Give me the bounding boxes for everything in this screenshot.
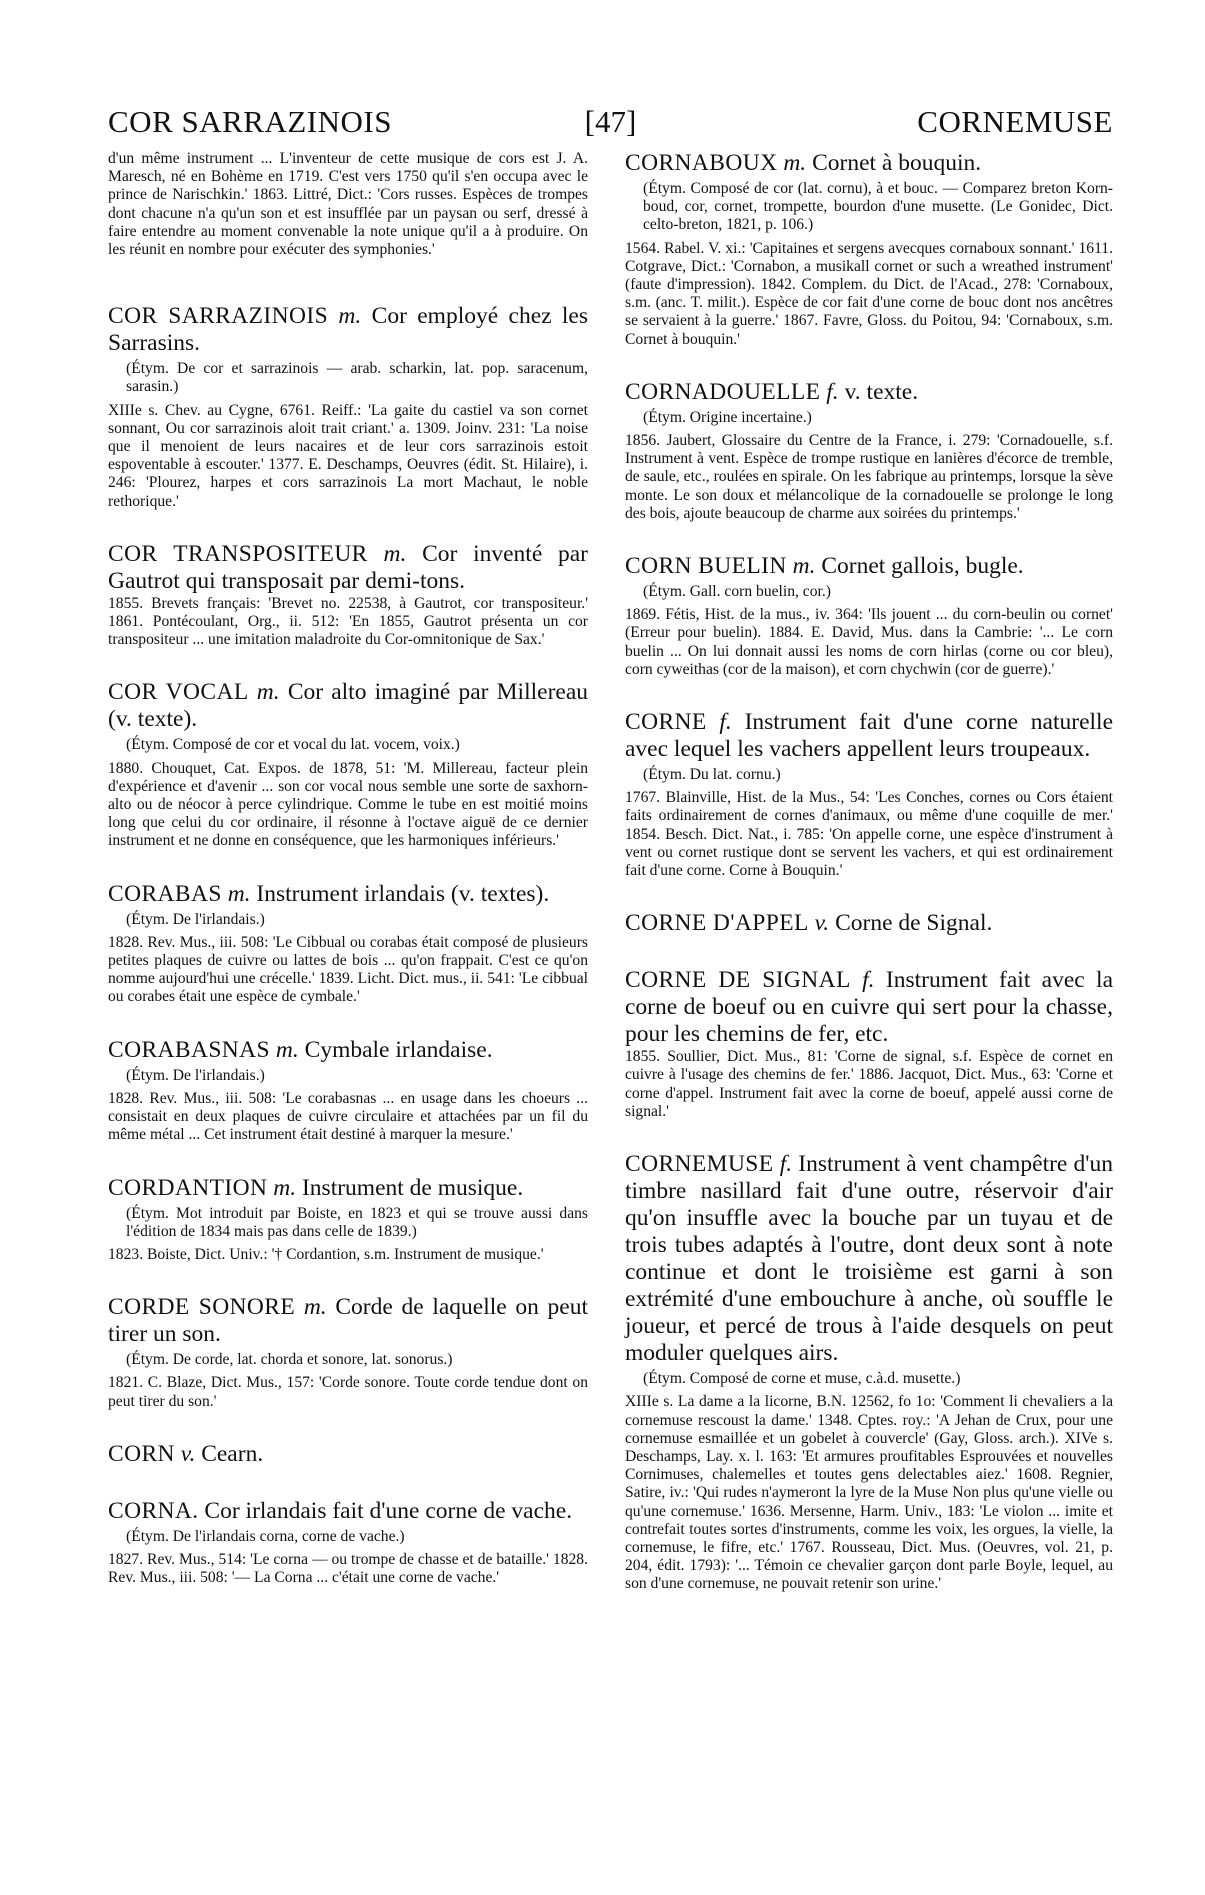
dictionary-entry bbox=[625, 967, 1113, 1121]
citations: 1823. Boiste, Dict. Univ.: '† Cordantion, s.m. Instrument de musique.' bbox=[108, 1245, 544, 1263]
entry-heading bbox=[108, 541, 588, 595]
grammatical-label: f. bbox=[719, 709, 732, 736]
right-entries bbox=[625, 150, 1113, 1594]
dictionary-entry bbox=[625, 1151, 1113, 1593]
left-entries bbox=[108, 303, 588, 1587]
definition: Instrument fait d'une corne naturelle avec lequel les vachers appellent leurs troupeaux. bbox=[625, 709, 1113, 763]
headword: CORNE bbox=[625, 709, 707, 736]
grammatical-label: v. bbox=[180, 1440, 196, 1467]
headword: COR TRANSPOSITEUR bbox=[108, 540, 368, 567]
headword: COR VOCAL bbox=[108, 679, 249, 706]
citations: XIIIe s. La dame a la licorne, B.N. 12562, fo 1o: 'Comment li chevaliers a la cornemuse rescoust la dame.' 1348. Cptes. roy.: 'A Jehan de Crux, pour une cornemuse esmaillée et un gobelet à couvercle' (Gay, Gloss. arch.). XIVe s. Deschamps, Lay. x. l. 163: 'Et armures proufitables Esprouvées et nouvelles Cornimuses, chalemelles et toutes gens delectables aiez.' 1608. Regnier, Satire, iv.: 'Qui rudes n'aymeront la lyre de la Muse Non plus qu'une vielle ou qu'une cornemuse.' 1636. Mersenne, Harm. Univ., 183: 'Le violon ... imite et contrefait toutes sortes d'instruments, comme les voix, les orgues, la vielle, la cornemuse, le fifre, etc.' 1767. Rousseau, Dict. Mus. (Oeuvres, vol. 21, p. 204, édit. 1793): '... Témoin ce chevalier garçon dont parle Boyle, lequel, au son d'une cornemuse, ne pouvait retenir son urine.' bbox=[625, 1393, 1113, 1593]
grammatical-label: m. bbox=[275, 1036, 299, 1063]
citations: 1855. Brevets français: 'Brevet no. 22538, à Gautrot, cor transpositeur.' 1861. Pontécoulant, Org., ii. 512: 'En 1855, Gautrot présenta un cor transpositeur ... une imitation maladroite du Cor-omnitonique de Sax.' bbox=[108, 594, 588, 649]
headword: CORNADOUELLE bbox=[625, 378, 821, 405]
entry-heading bbox=[108, 1037, 588, 1064]
entry-heading bbox=[625, 1151, 1113, 1367]
entry-heading bbox=[108, 303, 588, 357]
header-right-guideword: CORNEMUSE bbox=[917, 104, 1113, 139]
headword: CORDE SONORE bbox=[108, 1294, 296, 1321]
dictionary-entry bbox=[625, 709, 1113, 880]
definition: Instrument fait avec la corne de boeuf ou en cuivre qui sert pour la chasse, pour les chemins de fer, etc. bbox=[625, 967, 1114, 1048]
dictionary-entry bbox=[108, 1498, 588, 1588]
entry-heading bbox=[625, 709, 1113, 763]
definition: Instrument irlandais (v. textes). bbox=[256, 880, 550, 907]
grammatical-label: f. bbox=[862, 967, 875, 994]
definition: Cornet à bouquin. bbox=[812, 150, 982, 176]
grammatical-label: f. bbox=[826, 378, 839, 405]
running-header bbox=[108, 104, 1113, 144]
citations: 1564. Rabel. V. xi.: 'Capitaines et sergens avecques cornaboux sonnant.' 1611. Cotgrave, Dict.: 'Cornabon, a musikall cornet or such a wreathed instrument' (faute d'impression). 1842. Complem. du Dict. de l'Acad., 278: 'Cornaboux, s.m. (anc. T. milit.). Espèce de cor fait d'une corne de bouc dont nos ancêtres se servaient à la guerre.' 1867. Favre, Gloss. du Poitou, 94: 'Cornaboux, s.m. Cornet à bouquin.' bbox=[625, 239, 1113, 348]
grammatical-label: m. bbox=[256, 679, 280, 706]
etymology: (Étym. Gall. corn buelin, cor.) bbox=[643, 583, 831, 601]
etymology: (Étym. De l'irlandais.) bbox=[126, 1066, 265, 1084]
entry-heading bbox=[625, 967, 1113, 1048]
grammatical-label: m. bbox=[273, 1174, 297, 1201]
citations: 1856. Jaubert, Glossaire du Centre de la France, i. 279: 'Cornadouelle, s.f. Instrument à vent. Espèce de trompe rustique en lanières d'écorce de tremble, de saule, etc., roulées en spirale. On les fabrique au printemps, lorsque la sève monte. Le son doux et mélancolique de la cornadouelle se prolonge le long des bois, ajoute beaucoup de charme aux soirées du printemps.' bbox=[625, 432, 1113, 522]
continued-text: d'un même instrument ... L'inventeur de cette musique de cors est J. A. Maresch, né en Bohème en 1719. C'est vers 1750 qu'il s'en occupa avec le prince de Narischkin.' 1863. Littré, Dict.: 'Cors russes. Espèces de trompes dont chacune n'a qu'un son et est insufflée par un paysan ou serf, dressé à faire entendre au moment convenable la note unique qu'il a à produire. On les réunit en nombre pour exécuter des symphonies.' bbox=[108, 150, 588, 259]
dictionary-entry bbox=[108, 679, 588, 850]
dictionary-entry bbox=[108, 1037, 588, 1145]
definition: Cymbale irlandaise. bbox=[304, 1036, 493, 1063]
entry-heading bbox=[625, 910, 1113, 937]
headword: CORNEMUSE bbox=[625, 1151, 774, 1178]
grammatical-label: f. bbox=[779, 1151, 793, 1178]
dictionary-entry bbox=[108, 303, 588, 511]
etymology: (Étym. De l'irlandais corna, corne de vache.) bbox=[126, 1527, 405, 1545]
dictionary-entry bbox=[625, 910, 1113, 937]
grammatical-label: m. bbox=[338, 303, 362, 330]
dictionary-entry bbox=[625, 553, 1113, 679]
definition: Cor inventé par Gautrot qui transposait par demi-tons. bbox=[108, 540, 588, 594]
citations: XIIIe s. Chev. au Cygne, 6761. Reiff.: 'La gaite du castiel va son cornet sonnant, Ou cor sarrazinois aloit trait criant.' a. 1309. Joinv. 231: 'La noise que il menoient de leurs nacaires et de leur cors sarrazinois estoit espoventable à escouter.' 1377. E. Deschamps, Oeuvres (édit. St. Hilaire), i. 246: 'Plourez, harpes et cors sarrazinois La mort Machaut, le noble rethorique.' bbox=[108, 401, 588, 510]
headword: CORNE DE SIGNAL bbox=[625, 967, 851, 994]
citations: 1767. Blainville, Hist. de la Mus., 54: 'Les Conches, cornes ou Cors étaient faits ordinairement de cornes d'animaux, ou même d'une coquille de mer.' 1854. Besch. Dict. Nat., i. 785: 'On appelle corne, une espèce d'instrument à vent ou cornet rustique dont se servent les vachers, et qui est ordinairement fait d'une corne. Corne à Bouquin.' bbox=[625, 789, 1113, 880]
entry-heading bbox=[108, 881, 588, 908]
grammatical-label: m. bbox=[783, 150, 807, 176]
entry-heading bbox=[108, 1294, 588, 1348]
citations: 1855. Soullier, Dict. Mus., 81: 'Corne de signal, s.f. Espèce de cornet en cuivre à l'usage des chemins de fer.' 1886. Jacquot, Dict. Mus., 63: 'Corne et corne d'appel. Instrument fait avec la corne de boeuf, appelé aussi corne de signal.' bbox=[625, 1048, 1113, 1120]
headword: CORNABOUX bbox=[625, 150, 778, 176]
definition: Corde de laquelle on peut tirer un son. bbox=[108, 1294, 589, 1348]
etymology: (Étym. De corde, lat. chorda et sonore, lat. sonorus.) bbox=[126, 1351, 453, 1369]
definition: Cearn. bbox=[201, 1440, 264, 1467]
etymology: (Étym. Composé de corne et muse, c.à.d. musette.) bbox=[643, 1370, 961, 1388]
etymology: (Étym. Du lat. cornu.) bbox=[643, 766, 781, 784]
citations: 1821. C. Blaze, Dict. Mus., 157: 'Corde sonore. Toute corde tendue dont on peut tirer du son.' bbox=[108, 1374, 588, 1410]
headword: CORABASNAS bbox=[108, 1036, 271, 1063]
citations: 1869. Fétis, Hist. de la mus., iv. 364: 'Ils jouent ... du corn-beulin ou cornet' (Erreur pour buelin). 1884. E. David, Mus. dans la Cambrie: '... Le corn buelin ... On lui donnait aussi les noms de corn hirlas (corne ou cor bleu), corn cyweithas (cor de la maison), et corn chychwin (cor de guerre).' bbox=[625, 606, 1113, 678]
etymology: (Étym. Composé de cor (lat. cornu), à et bouc. — Comparez breton Korn-boud, cor, cornet, trompette, bourdon d'une musette. (Le Gonidec, Dict. celto-breton, 1821, p. 106.) bbox=[643, 180, 1113, 234]
entry-heading bbox=[108, 1441, 588, 1468]
citations: 1827. Rev. Mus., 514: 'Le corna — ou trompe de chasse et de bataille.' 1828. Rev. Mus., iii. 508: '— La Corna ... c'était une corne de vache.' bbox=[108, 1550, 588, 1587]
etymology: (Étym. De cor et sarrazinois — arab. scharkin, lat. pop. saracenum, sarasin.) bbox=[126, 360, 588, 396]
citations: 1828. Rev. Mus., iii. 508: 'Le Cibbual ou corabas était composé de plusieurs petites plaques de cuivre ou lattes de bois ... qu'on frappait. C'est ce qu'on nomme aujourd'hui une crécelle.' 1839. Licht. Dict. mus., ii. 541: 'Le cibbual ou corabes était une espèce de cymbale.' bbox=[108, 933, 588, 1006]
headword: CORDANTION bbox=[108, 1174, 268, 1201]
definition: Cor alto imaginé par Millereau (v. texte). bbox=[108, 679, 589, 733]
headword: CORN bbox=[108, 1440, 175, 1467]
right-column bbox=[625, 150, 1113, 1608]
dictionary-entry bbox=[108, 1441, 588, 1468]
headword: COR SARRAZINOIS bbox=[108, 303, 329, 330]
headword: CORABAS bbox=[108, 880, 222, 907]
headword: CORN BUELIN bbox=[625, 553, 787, 580]
dictionary-entry bbox=[108, 1294, 588, 1411]
citations: 1880. Chouquet, Cat. Expos. de 1878, 51: 'M. Millereau, facteur plein d'expérience et d'avenir ... son cor vocal nous semble une sorte de saxhorn-alto ou de néocor à perce cylindrique. Comme le tube en est moitié moins long que celui du cor ordinaire, il résonne à l'octave aiguë de ce dernier instrument et ne donne en conséquence, que les harmoniques inférieurs.' bbox=[108, 759, 588, 850]
dictionary-entry bbox=[108, 881, 588, 1007]
entry-heading bbox=[108, 1175, 588, 1202]
entry-heading bbox=[625, 379, 1113, 406]
grammatical-label: m. bbox=[383, 540, 407, 567]
grammatical-label: m. bbox=[303, 1294, 327, 1321]
entry-heading bbox=[108, 679, 588, 733]
entry-heading bbox=[625, 553, 1113, 580]
definition: Instrument de musique. bbox=[301, 1174, 524, 1201]
dictionary-entry bbox=[108, 541, 588, 650]
definition: Cornet gallois, bugle. bbox=[821, 553, 1024, 580]
headword: CORNE D'APPEL bbox=[625, 910, 809, 937]
definition: v. texte. bbox=[844, 378, 919, 405]
etymology: (Étym. Composé de cor et vocal du lat. vocem, voix.) bbox=[126, 736, 460, 754]
grammatical-label: m. bbox=[792, 553, 816, 580]
page-number: [47] bbox=[584, 104, 637, 139]
etymology: (Étym. Mot introduit par Boiste, en 1823 et qui se trouve aussi dans l'édition de 1834 mais pas dans celle de 1839.) bbox=[126, 1204, 588, 1240]
grammatical-label: v. bbox=[814, 910, 830, 937]
entry-heading bbox=[625, 150, 1113, 177]
citations: 1828. Rev. Mus., iii. 508: 'Le corabasnas ... en usage dans les choeurs ... consistait en deux plaques de cuivre circulaire et attachées par un fil du même métal ... Cet instrument était destiné à marquer la mesure.' bbox=[108, 1089, 588, 1144]
headword: CORNA. bbox=[108, 1497, 199, 1524]
definition: Corne de Signal. bbox=[835, 910, 993, 937]
entry-heading bbox=[108, 1498, 588, 1525]
etymology: (Étym. De l'irlandais.) bbox=[126, 910, 265, 928]
dictionary-entry bbox=[108, 1175, 588, 1265]
left-column bbox=[108, 150, 588, 1601]
grammatical-label: m. bbox=[227, 880, 251, 907]
definition: Instrument à vent champêtre d'un timbre nasillard fait d'une outre, réservoir d'air qu'on insuffle avec la bouche par un tuyau et de trois tubes adaptés à l'outre, dont deux sont à note continue et dont le troisième est garni à son extrémité d'une embouchure à anche, où souffle le joueur, et percé de trous à l'aide desquels on peut moduler quelques airs. bbox=[625, 1151, 1114, 1367]
dictionary-entry bbox=[625, 150, 1113, 349]
dictionary-entry bbox=[625, 379, 1113, 523]
definition: Cor employé chez les Sarrasins. bbox=[108, 303, 589, 357]
header-left-guideword: COR SARRAZINOIS bbox=[108, 104, 392, 139]
etymology: (Étym. Origine incertaine.) bbox=[643, 408, 812, 426]
definition: Cor irlandais fait d'une corne de vache. bbox=[204, 1497, 573, 1524]
